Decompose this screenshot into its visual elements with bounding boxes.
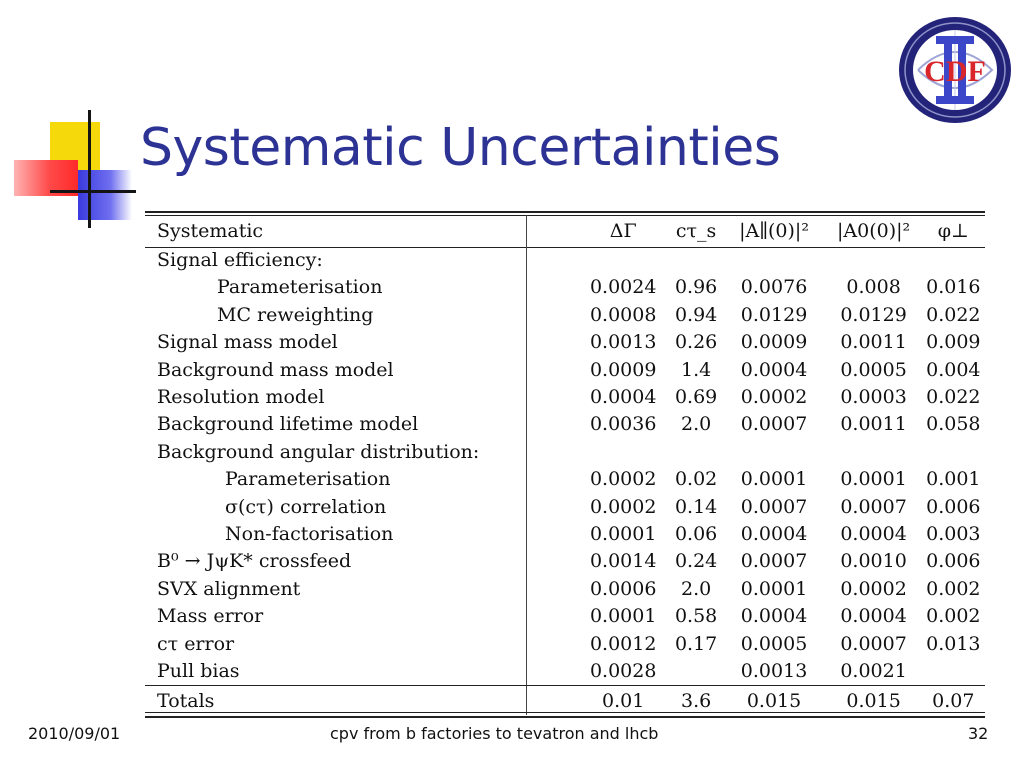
- row-value: 0.0076: [740, 276, 808, 299]
- row-value: 0.0009: [589, 358, 657, 381]
- header-phi-perp: φ⊥: [937, 220, 969, 242]
- row-label: Parameterisation: [225, 468, 391, 491]
- totals-value: 0.01: [602, 689, 645, 712]
- table-row: [145, 576, 985, 603]
- totals-value: 0.07: [932, 689, 975, 712]
- header-ctau: cτ_s: [675, 220, 717, 242]
- row-value: 0.0004: [840, 523, 907, 546]
- row-value: 1.4: [681, 358, 712, 381]
- row-value: [826, 439, 922, 466]
- row-value: 0.96: [674, 276, 718, 299]
- row-value: 0.009: [926, 331, 981, 354]
- row-label: Background mass model: [157, 358, 394, 381]
- row-label: B⁰ → JψK* crossfeed: [157, 550, 352, 573]
- row-value: 0.0011: [840, 413, 907, 436]
- row-value: 0.0007: [740, 413, 808, 436]
- row-value: 0.0004: [840, 605, 907, 628]
- row-value: 0.0001: [589, 605, 657, 628]
- row-label: Parameterisation: [217, 276, 383, 299]
- row-label: Non-factorisation: [225, 523, 394, 546]
- row-label: σ(cτ) correlation: [225, 495, 387, 518]
- page-number: 32: [968, 724, 989, 743]
- decor-vertical-line: [88, 110, 91, 228]
- row-value: 0.0004: [740, 358, 808, 381]
- row-value: 0.0007: [740, 550, 808, 573]
- row-value: 0.0005: [840, 358, 907, 381]
- table-row: [145, 302, 985, 329]
- row-value: 0.008: [846, 276, 901, 299]
- table-rule-bottom: [145, 716, 985, 718]
- row-value: 2.0: [681, 577, 712, 600]
- table-rule-top: [145, 211, 985, 213]
- row-value: 0.0003: [840, 386, 907, 409]
- decor-blue-square: [78, 170, 132, 220]
- table-row: [145, 274, 985, 301]
- row-value: [922, 247, 985, 274]
- row-value: [922, 439, 985, 466]
- row-value: 0.06: [674, 523, 718, 546]
- table-row: [145, 494, 985, 521]
- row-value: 0.0004: [740, 605, 808, 628]
- row-value: 0.006: [926, 550, 981, 573]
- row-value: 2.0: [681, 413, 712, 436]
- row-label: Background lifetime model: [157, 413, 419, 436]
- totals-label: Totals: [157, 689, 215, 712]
- row-value: [670, 658, 723, 685]
- row-value: 0.0001: [840, 468, 907, 491]
- row-value: [577, 439, 670, 466]
- table-row: [145, 658, 985, 685]
- table-row: [145, 411, 985, 438]
- row-value: 0.0007: [840, 495, 907, 518]
- table-row: [145, 521, 985, 548]
- row-label: Mass error: [157, 605, 264, 628]
- row-value: 0.02: [674, 468, 718, 491]
- row-value: 0.0002: [589, 495, 657, 518]
- slide-title: Systematic Uncertainties: [140, 118, 781, 178]
- row-value: 0.0036: [589, 413, 657, 436]
- row-value: 0.0013: [589, 331, 657, 354]
- row-value: [723, 439, 826, 466]
- row-value: 0.001: [926, 468, 981, 491]
- row-value: 0.0001: [740, 577, 808, 600]
- row-label: SVX alignment: [157, 577, 301, 600]
- cdf-logo-icon: [896, 14, 1014, 126]
- row-value: 0.0009: [740, 331, 808, 354]
- footer-date: 2010/09/01: [28, 724, 121, 743]
- row-value: 0.0001: [589, 523, 657, 546]
- row-value: 0.0005: [740, 632, 808, 655]
- row-value: [922, 658, 985, 685]
- row-value: 0.0024: [589, 276, 657, 299]
- row-label: Background angular distribution:: [157, 440, 480, 463]
- row-value: 0.24: [674, 550, 718, 573]
- totals-value: 0.015: [846, 689, 901, 712]
- row-value: 0.013: [926, 632, 981, 655]
- row-value: 0.004: [926, 358, 981, 381]
- table-row: [145, 466, 985, 493]
- row-value: 0.0002: [589, 468, 657, 491]
- row-value: 0.0014: [589, 550, 657, 573]
- table-row: [145, 603, 985, 630]
- row-value: [670, 439, 723, 466]
- header-a-parallel: |A∥(0)|²: [739, 220, 809, 242]
- row-value: 0.016: [926, 276, 981, 299]
- row-label: Signal efficiency:: [157, 249, 323, 271]
- row-value: [670, 247, 723, 274]
- table-header-row: [145, 215, 985, 247]
- row-value: 0.26: [674, 331, 718, 354]
- table-row: [145, 631, 985, 658]
- row-value: 0.0012: [589, 632, 657, 655]
- row-value: 0.002: [926, 577, 981, 600]
- table-row: [145, 548, 985, 575]
- totals-value: 0.015: [746, 689, 802, 712]
- row-value: 0.0011: [840, 331, 907, 354]
- decor-horizontal-line: [50, 190, 136, 193]
- table-body: [145, 215, 985, 716]
- row-value: 0.002: [926, 605, 981, 628]
- row-value: 0.0002: [740, 386, 808, 409]
- row-value: 0.006: [926, 495, 981, 518]
- row-value: 0.0028: [589, 660, 657, 683]
- row-value: 0.022: [926, 386, 981, 409]
- row-value: 0.058: [926, 413, 981, 436]
- svg-text:CDF: CDF: [924, 55, 986, 88]
- row-value: 0.0004: [740, 523, 808, 546]
- table-row: [145, 247, 985, 274]
- row-value: 0.0129: [840, 303, 907, 326]
- header-systematic: Systematic: [157, 220, 264, 242]
- row-value: 0.0002: [840, 577, 907, 600]
- row-label: Resolution model: [157, 386, 325, 409]
- table-row: [145, 439, 985, 466]
- row-label: Signal mass model: [157, 331, 338, 354]
- row-value: [577, 247, 670, 274]
- row-value: 0.0004: [589, 386, 657, 409]
- row-value: 0.0007: [740, 495, 808, 518]
- row-value: 0.0013: [740, 660, 808, 683]
- totals-value: 3.6: [681, 689, 712, 712]
- row-value: 0.0008: [589, 303, 657, 326]
- row-label: Pull bias: [157, 660, 240, 683]
- row-value: 0.0010: [840, 550, 907, 573]
- row-value: 0.14: [674, 495, 718, 518]
- footer-title: cpv from b factories to tevatron and lhcb: [330, 724, 659, 743]
- table-row: [145, 384, 985, 411]
- table-row: [145, 357, 985, 384]
- row-value: 0.0021: [840, 660, 907, 683]
- row-value: 0.0006: [589, 577, 657, 600]
- row-value: 0.0007: [840, 632, 907, 655]
- row-value: 0.0001: [740, 468, 808, 491]
- row-label: cτ error: [157, 632, 235, 655]
- row-value: 0.003: [926, 523, 981, 546]
- row-value: 0.94: [674, 303, 718, 326]
- header-a-zero: |A0(0)|²: [837, 220, 911, 242]
- row-label: MC reweighting: [217, 303, 374, 326]
- table-row: [145, 329, 985, 356]
- row-value: 0.58: [674, 605, 718, 628]
- totals-row: [145, 686, 985, 716]
- systematics-table: [145, 211, 985, 719]
- row-value: 0.69: [674, 386, 718, 409]
- row-value: 0.17: [674, 632, 718, 655]
- row-value: [723, 247, 826, 274]
- row-value: [826, 247, 922, 274]
- row-value: 0.022: [926, 303, 981, 326]
- header-delta-gamma: ΔΓ: [609, 220, 637, 242]
- row-value: 0.0129: [740, 303, 808, 326]
